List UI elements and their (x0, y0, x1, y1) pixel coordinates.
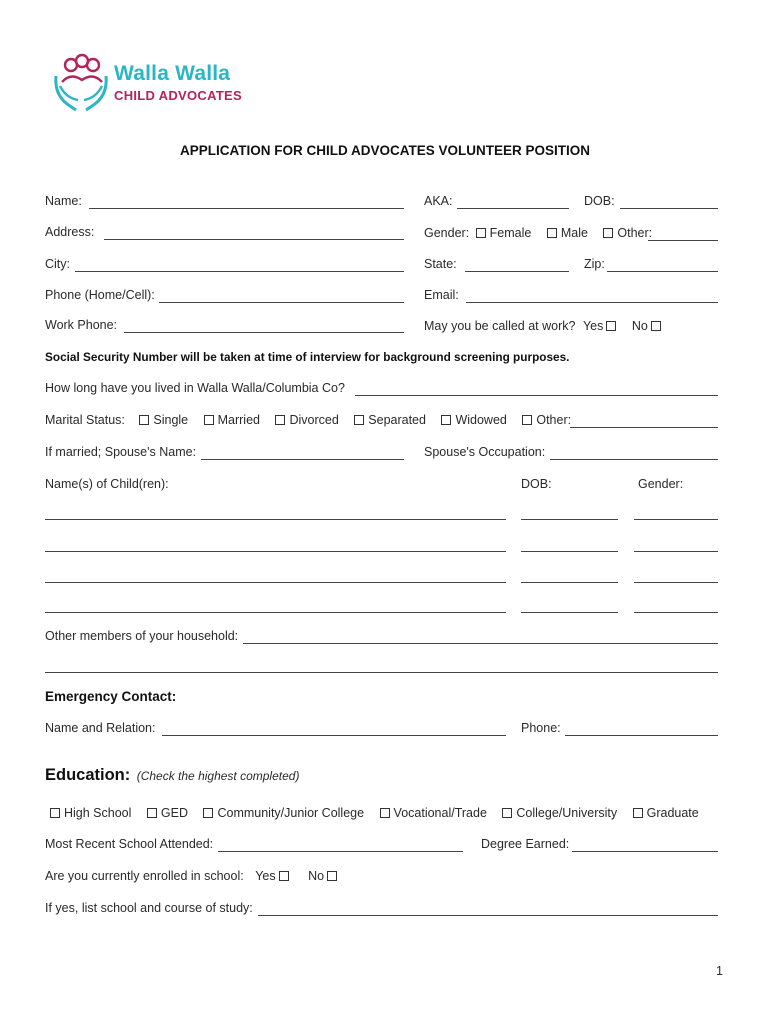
emergency-name-label: Name and Relation: (45, 721, 156, 735)
spouse-occupation-label: Spouse's Occupation: (424, 445, 546, 459)
address-label: Address: (45, 225, 95, 239)
education-heading: Education: (45, 766, 131, 784)
marital-divorced-checkbox[interactable] (275, 415, 285, 425)
marital-status-label: Marital Status: (45, 413, 125, 427)
edu-ged-checkbox[interactable] (147, 808, 157, 818)
degree-field[interactable] (572, 851, 718, 852)
child-3-dob-field[interactable] (521, 582, 618, 583)
gender-male-checkbox[interactable] (547, 228, 557, 238)
education-note: (Check the highest completed) (136, 769, 300, 783)
state-field[interactable] (465, 271, 569, 272)
edu-graduate-label: Graduate (646, 806, 699, 820)
called-no-checkbox[interactable] (651, 321, 661, 331)
degree-label: Degree Earned: (481, 837, 570, 851)
if-yes-label: If yes, list school and course of study: (45, 901, 253, 915)
gender-group (424, 226, 652, 240)
marital-status-group (45, 413, 571, 427)
children-dob-label: DOB: (521, 477, 552, 491)
gender-female-checkbox[interactable] (476, 228, 486, 238)
aka-label: AKA: (424, 194, 453, 208)
marital-married-checkbox[interactable] (204, 415, 214, 425)
called-no-label: No (631, 319, 648, 333)
logo-subtitle: CHILD ADVOCATES (114, 88, 242, 103)
lived-question-label: How long have you lived in Walla Walla/Columbia Co? (45, 381, 345, 395)
enrolled-label: Are you currently enrolled in school: (45, 869, 244, 883)
child-1-gender-field[interactable] (634, 519, 718, 520)
enrolled-group (45, 869, 341, 883)
aka-field[interactable] (457, 208, 569, 209)
called-at-work-label: May you be called at work? (424, 319, 576, 333)
edu-high-school-checkbox[interactable] (50, 808, 60, 818)
edu-vocational-label: Vocational/Trade (393, 806, 487, 820)
enrolled-yes-label: Yes (255, 869, 276, 883)
state-label: State: (424, 257, 457, 271)
child-4-gender-field[interactable] (634, 612, 718, 613)
emergency-name-field[interactable] (162, 735, 506, 736)
phone-label: Phone (Home/Cell): (45, 288, 155, 302)
emergency-heading: Emergency Contact: (45, 689, 177, 704)
logo-title: Walla Walla (114, 62, 231, 85)
gender-female-label: Female (489, 226, 532, 240)
called-yes-checkbox[interactable] (606, 321, 616, 331)
gender-other-label: Other: (617, 226, 653, 240)
marital-widowed-checkbox[interactable] (441, 415, 451, 425)
marital-other-label: Other: (536, 413, 572, 427)
enrolled-no-checkbox[interactable] (327, 871, 337, 881)
address-field[interactable] (104, 239, 404, 240)
called-yes-label: Yes (582, 319, 604, 333)
spouse-occupation-field[interactable] (550, 459, 718, 460)
children-gender-label: Gender: (638, 477, 684, 491)
email-label: Email: (424, 288, 459, 302)
gender-other-checkbox[interactable] (603, 228, 613, 238)
marital-separated-checkbox[interactable] (354, 415, 364, 425)
marital-married-label: Married (217, 413, 260, 427)
marital-other-field[interactable] (570, 427, 718, 428)
emergency-phone-field[interactable] (565, 735, 718, 736)
work-phone-label: Work Phone: (45, 318, 118, 332)
ssn-notice: Social Security Number will be taken at time of interview for background screening purposes. (45, 350, 570, 364)
city-field[interactable] (75, 271, 404, 272)
child-1-dob-field[interactable] (521, 519, 618, 520)
child-1-name-field[interactable] (45, 519, 506, 520)
education-heading-group (45, 766, 299, 785)
if-yes-field[interactable] (258, 915, 718, 916)
children-label: Name(s) of Child(ren): (45, 477, 169, 491)
marital-separated-label: Separated (368, 413, 426, 427)
edu-graduate-checkbox[interactable] (633, 808, 643, 818)
edu-college-checkbox[interactable] (502, 808, 512, 818)
zip-label: Zip: (584, 257, 605, 271)
spouse-name-field[interactable] (201, 459, 404, 460)
recent-school-field[interactable] (218, 851, 463, 852)
dob-field[interactable] (620, 208, 718, 209)
email-field[interactable] (466, 302, 718, 303)
recent-school-label: Most Recent School Attended: (45, 837, 214, 851)
name-label: Name: (45, 194, 82, 208)
child-3-gender-field[interactable] (634, 582, 718, 583)
child-4-name-field[interactable] (45, 612, 506, 613)
marital-single-label: Single (153, 413, 189, 427)
dob-label: DOB: (584, 194, 615, 208)
child-2-gender-field[interactable] (634, 551, 718, 552)
household-field-1[interactable] (243, 643, 718, 644)
logo (52, 52, 252, 116)
called-at-work-group (424, 319, 665, 333)
gender-other-field[interactable] (648, 240, 718, 241)
city-label: City: (45, 257, 70, 271)
child-2-name-field[interactable] (45, 551, 506, 552)
lived-question-field[interactable] (355, 395, 718, 396)
edu-community-college-checkbox[interactable] (203, 808, 213, 818)
enrolled-yes-checkbox[interactable] (279, 871, 289, 881)
edu-high-school-label: High School (64, 806, 132, 820)
marital-widowed-label: Widowed (455, 413, 507, 427)
work-phone-field[interactable] (124, 332, 404, 333)
child-2-dob-field[interactable] (521, 551, 618, 552)
education-options-group (45, 806, 699, 820)
enrolled-no-label: No (308, 869, 325, 883)
marital-other-checkbox[interactable] (522, 415, 532, 425)
page-number: 1 (716, 964, 723, 978)
gender-male-label: Male (560, 226, 588, 240)
phone-field[interactable] (159, 302, 404, 303)
page-title: APPLICATION FOR CHILD ADVOCATES VOLUNTEER POSITION (179, 143, 590, 158)
emergency-phone-label: Phone: (521, 721, 561, 735)
household-label: Other members of your household: (45, 629, 239, 643)
gender-label: Gender: (424, 226, 470, 240)
marital-divorced-label: Divorced (289, 413, 339, 427)
household-field-2[interactable] (45, 672, 718, 673)
child-4-dob-field[interactable] (521, 612, 618, 613)
logo-hands-icon (52, 52, 110, 114)
name-field[interactable] (89, 208, 404, 209)
child-3-name-field[interactable] (45, 582, 506, 583)
edu-ged-label: GED (160, 806, 188, 820)
edu-community-college-label: Community/Junior College (217, 806, 365, 820)
spouse-name-label: If married; Spouse's Name: (45, 445, 197, 459)
edu-vocational-checkbox[interactable] (380, 808, 390, 818)
zip-field[interactable] (607, 271, 718, 272)
edu-college-label: College/University (516, 806, 618, 820)
marital-single-checkbox[interactable] (139, 415, 149, 425)
